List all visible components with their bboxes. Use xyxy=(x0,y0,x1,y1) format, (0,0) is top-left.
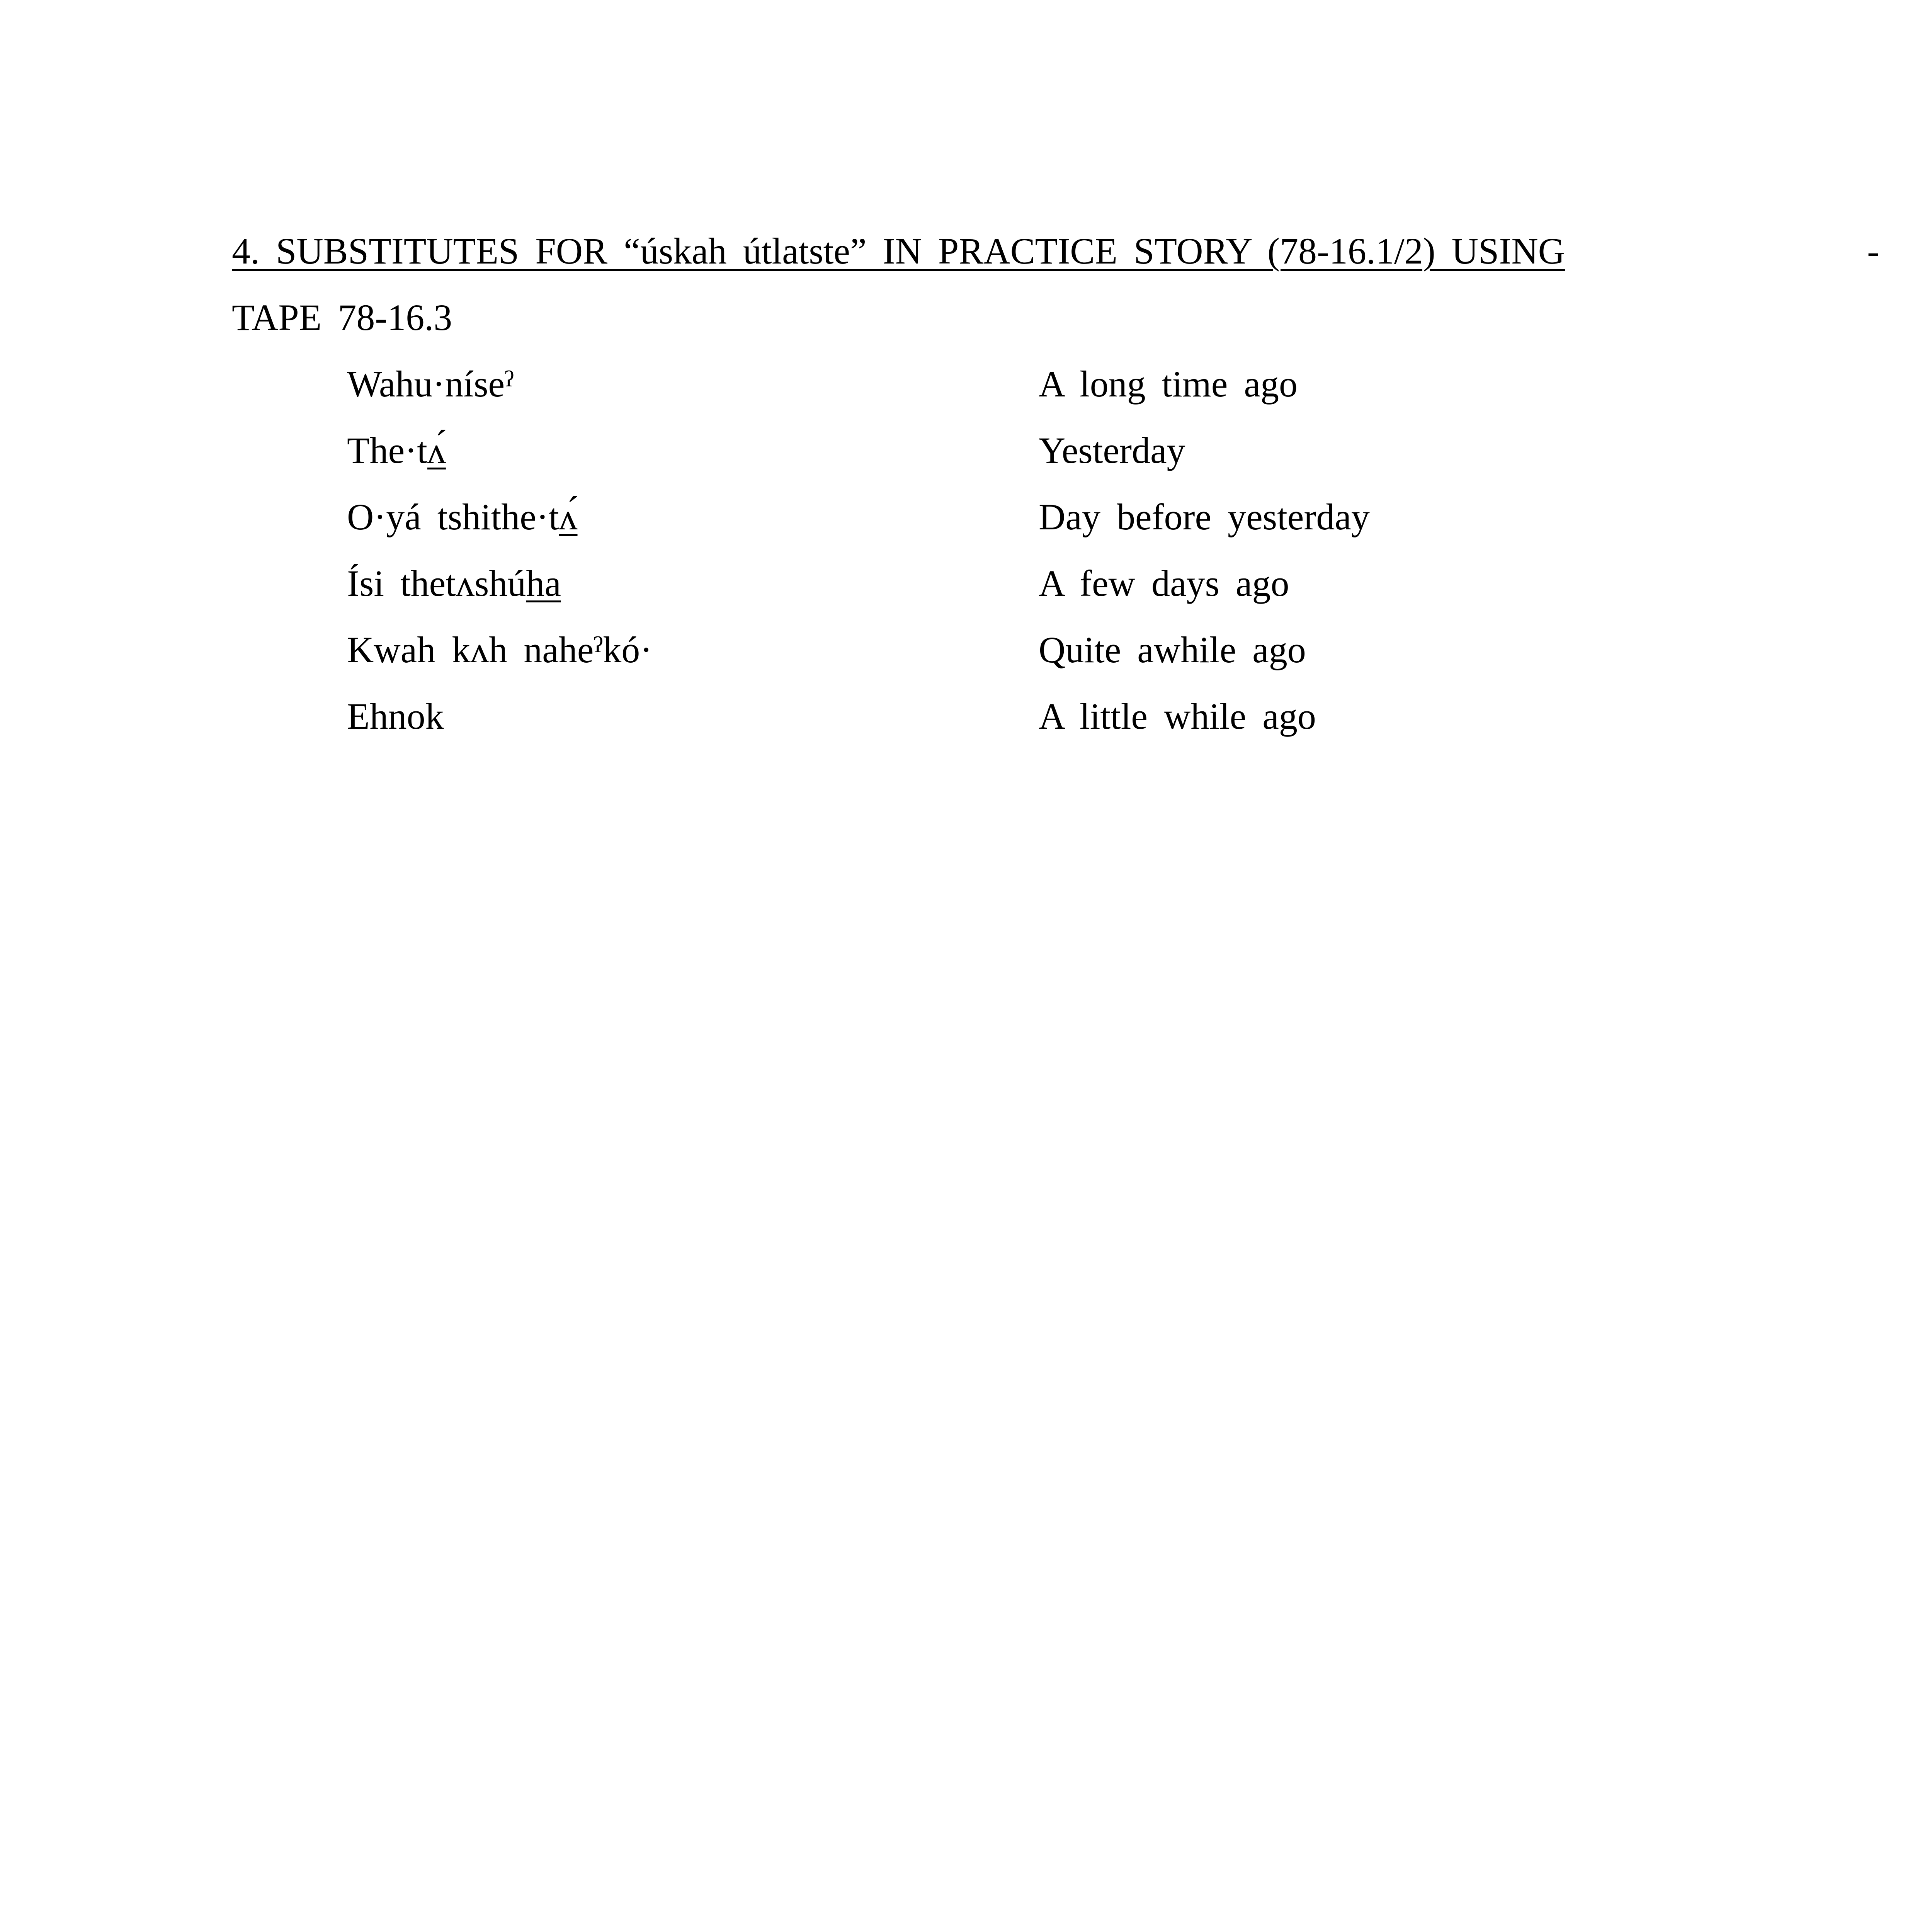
section-heading-text: 4. SUBSTITUTES FOR “úskah útlatste” IN PRACTICE STORY (78-16.1/2) USING xyxy=(232,230,1565,272)
vocabulary-gloss: Quite awhile ago xyxy=(1039,629,1306,670)
vocabulary-term-underlined: ʌ́ xyxy=(559,496,578,537)
vocabulary-term-text: The·t xyxy=(347,430,427,471)
vocabulary-gloss: A few days ago xyxy=(1039,563,1289,604)
vocabulary-term-text: O·yá tshithe·t xyxy=(347,496,559,537)
tape-reference: TAPE 78-16.3 xyxy=(232,297,452,338)
vocabulary-term xyxy=(347,361,514,407)
vocabulary-term-text: Wahu·níseˀ xyxy=(347,363,514,405)
vocabulary-term-underlined: ha xyxy=(526,563,561,604)
section-heading-dash: - xyxy=(1867,230,1879,272)
vocabulary-term-text: Ísi thetʌshú xyxy=(347,563,526,604)
vocabulary-term xyxy=(347,627,652,673)
vocabulary-term xyxy=(347,494,578,540)
vocabulary-term xyxy=(347,693,444,740)
vocabulary-term xyxy=(347,560,561,607)
vocabulary-gloss: A little while ago xyxy=(1039,696,1316,737)
vocabulary-gloss: Day before yesterday xyxy=(1039,496,1370,537)
vocabulary-gloss: Yesterday xyxy=(1039,430,1185,471)
vocabulary-term-text: Ehnok xyxy=(347,696,444,737)
vocabulary-term-text: Kwah kʌh naheˀkó· xyxy=(347,629,653,670)
vocabulary-term xyxy=(347,427,446,474)
vocabulary-term-underlined: ʌ́ xyxy=(427,430,446,471)
section-heading xyxy=(232,228,1879,274)
vocabulary-gloss: A long time ago xyxy=(1039,363,1298,405)
